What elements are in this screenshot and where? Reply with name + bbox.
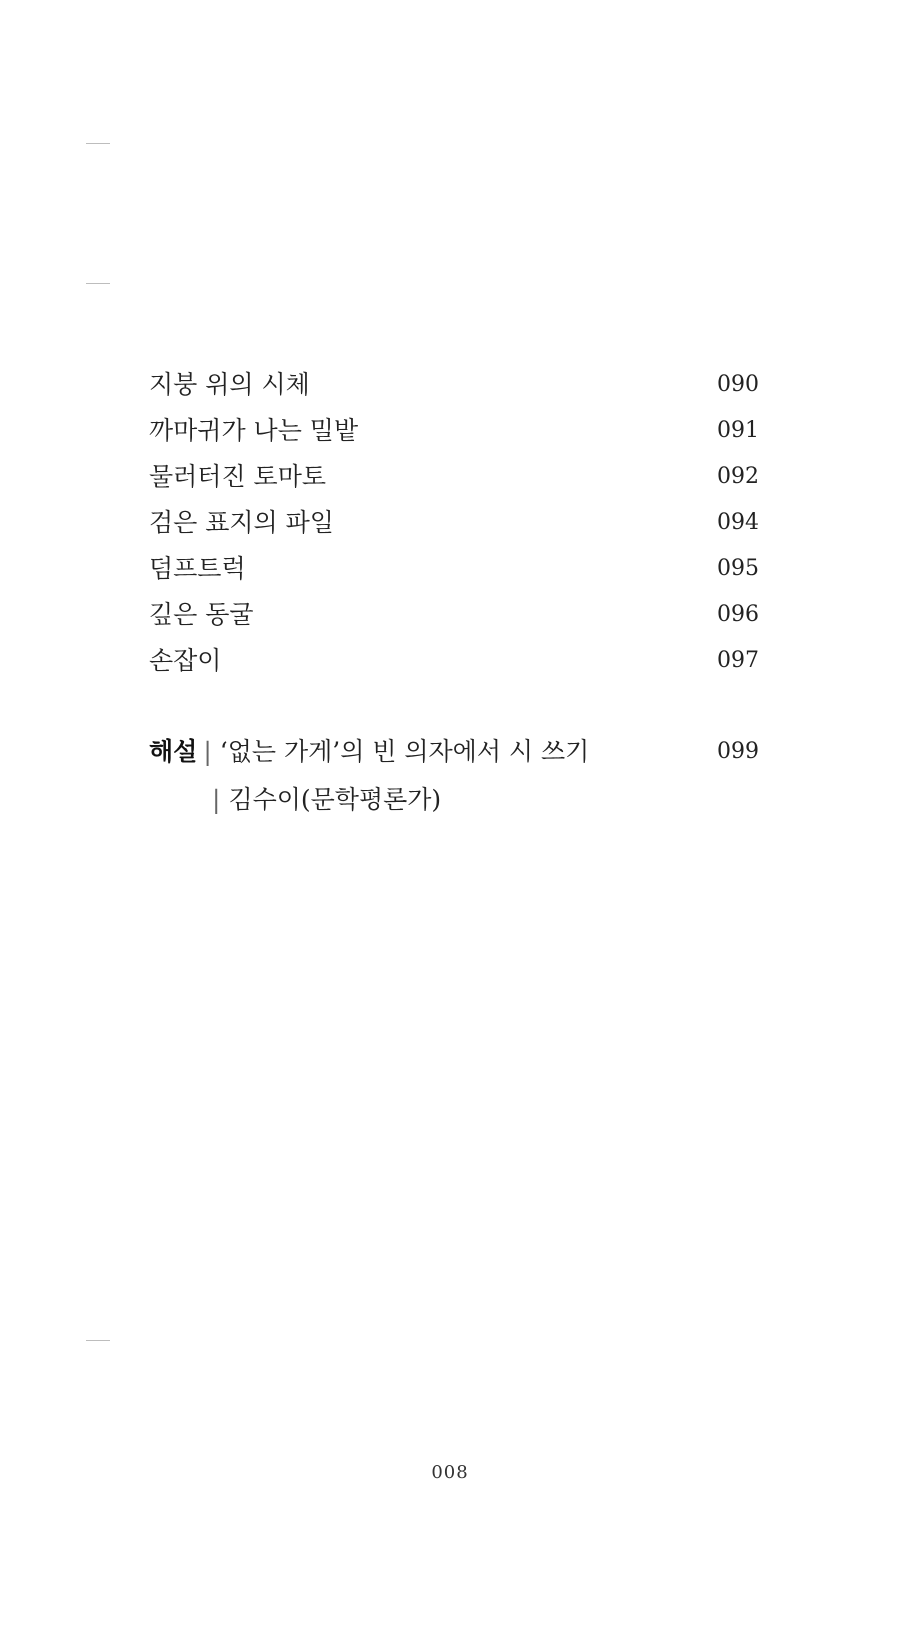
commentary-separator: | <box>203 737 212 766</box>
toc-entry <box>149 454 759 500</box>
commentary-label: 해설 <box>149 737 198 766</box>
margin-rule-mark <box>86 143 110 144</box>
toc-entry-page: 094 <box>717 510 759 535</box>
toc-entry <box>149 500 759 546</box>
margin-rule-mark <box>86 1340 110 1341</box>
margin-rule-mark <box>86 283 110 284</box>
toc-entry-title: 손잡이 <box>149 646 222 675</box>
toc-entry-page: 097 <box>717 648 759 673</box>
toc-entry <box>149 408 759 454</box>
toc-entry <box>149 592 759 638</box>
commentary-title: ‘없는 가게’의 빈 의자에서 시 쓰기 <box>219 737 590 766</box>
commentary-page: 099 <box>717 739 759 764</box>
toc-entry-page: 091 <box>717 418 759 443</box>
toc-entry-page: 090 <box>717 372 759 397</box>
table-of-contents <box>149 362 759 684</box>
toc-entry <box>149 362 759 408</box>
commentary-author-line <box>212 776 441 824</box>
toc-entry-title: 까마귀가 나는 밀밭 <box>149 416 359 445</box>
toc-entry <box>149 638 759 684</box>
toc-entry-title: 검은 표지의 파일 <box>149 508 334 537</box>
toc-entry-page: 095 <box>717 556 759 581</box>
toc-entry-title: 깊은 동굴 <box>149 600 254 629</box>
toc-entry-page: 096 <box>717 602 759 627</box>
page-number: 008 <box>431 1462 469 1483</box>
toc-entry-page: 092 <box>717 464 759 489</box>
toc-entry-title: 지붕 위의 시체 <box>149 370 310 399</box>
commentary-author: 김수이(문학평론가) <box>228 785 442 814</box>
commentary-title-row <box>149 728 759 776</box>
toc-entry <box>149 546 759 592</box>
commentary-author-row <box>149 776 759 824</box>
commentary-entry <box>149 728 759 824</box>
commentary-separator: | <box>212 785 221 814</box>
toc-entry-title: 덤프트럭 <box>149 554 246 583</box>
toc-entry-title: 물러터진 토마토 <box>149 462 326 491</box>
